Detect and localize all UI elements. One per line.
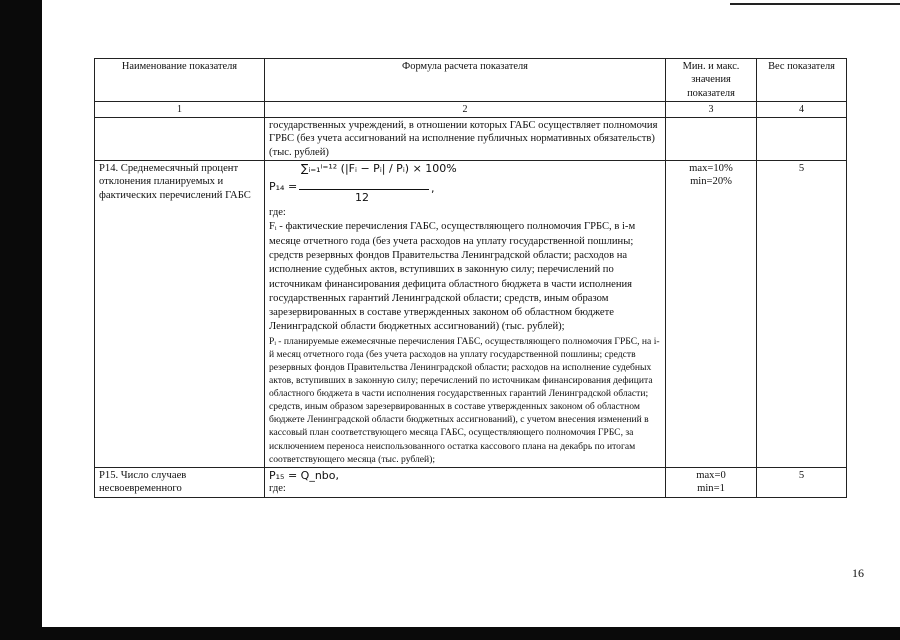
weight-p14: 5 <box>757 161 847 468</box>
formula-numerator: ∑ᵢ₌₁ⁱ⁼¹² (|Fᵢ − Pᵢ| / Pᵢ) × 100% <box>301 162 457 176</box>
minmax-cell-p15 <box>666 467 757 498</box>
where-label: где: <box>269 482 286 494</box>
formula-p14 <box>269 162 661 206</box>
empty-cell <box>666 118 757 161</box>
empty-cell <box>95 118 265 161</box>
scan-edge-bottom <box>0 627 900 640</box>
formula-lhs: P₁₄ = <box>269 180 298 194</box>
indicator-name-p15: Р15. Число случаев несвоевременного <box>95 467 265 498</box>
page-number: 16 <box>852 566 864 580</box>
max-value: max=10% <box>689 163 733 175</box>
formula-p15: P₁₅ = Q_nbo, <box>269 468 340 482</box>
header-formula: Формула расчета показателя <box>265 59 666 102</box>
scan-edge-top-line <box>730 3 900 5</box>
header-minmax: Мин. и макс. значения показателя <box>666 59 757 102</box>
formula-tail: , <box>431 182 435 196</box>
indicator-table <box>94 58 847 498</box>
col-number: 3 <box>666 101 757 117</box>
continuation-text: государственных учреждений, в отношении которых ГАБС осуществляет полномочия ГРБС (без учета ассигнований на исполнение публичных нормативных обязательств) (тыс. рублей) <box>265 118 666 161</box>
empty-cell <box>757 118 847 161</box>
col-number: 1 <box>95 101 265 117</box>
minmax-cell-p14 <box>666 161 757 468</box>
fraction-bar <box>299 189 429 190</box>
scan-edge-left <box>0 0 42 640</box>
f-definition: Fᵢ - фактические перечисления ГАБС, осуществляющего полномочия ГРБС, в i-м месяце отчетного года (без учета расходов на уплату государственной пошлины; средств резервных фондов Правительства Ленинградской области; расходов на исполнение судебных актов, вступивших в законную силу; перечислений по источникам финансирования дефицита областного бюджета в части исполнения государственных гарантий Ленинградской области; средств, иным образом зарезервированных в составе утвержденных законом об областном бюджете Ленинградской области бюджетных ассигнований) (тыс. рублей); <box>269 221 636 333</box>
formula-denominator: 12 <box>355 191 369 205</box>
col-number: 2 <box>265 101 666 117</box>
formula-cell-p15 <box>265 467 666 498</box>
header-row <box>95 59 847 102</box>
p-definition: Pᵢ - планируемые ежемесячные перечисления ГАБС, осуществляющего полномочия ГРБС, на i-й месяц отчетного года (без учета расходов на уплату государственной пошлины; средств резервных фондов Правительства Ленинградской области; расходов на исполнение судебных актов, вступивших в законную силу; перечислений по источникам финансирования дефицита областного бюджета в части исполнения государственных гарантий Ленинградской области; средств, иным образом зарезервированных в составе утвержденных законом об областном бюджете Ленинградской области бюджетных ассигнований), с учетом внесения изменений в кассовый план соответствующего месяца ГАБС, осуществляющего полномочия ГРБС, за исключением переноса неиспользованного остатка кассового плана на декабрь по итогам соответствующего месяца (тыс. рублей); <box>269 335 660 465</box>
indicator-name-p14: Р14. Среднемесячный процент отклонения планируемых и фактических перечислений ГАБС <box>95 161 265 468</box>
min-value: min=1 <box>697 482 725 494</box>
header-name: Наименование показателя <box>95 59 265 102</box>
col-number: 4 <box>757 101 847 117</box>
where-label: где: <box>269 207 286 219</box>
formula-cell-p14 <box>265 161 666 468</box>
max-value: max=0 <box>696 469 726 481</box>
table-row-continuation <box>95 118 847 161</box>
column-number-row <box>95 101 847 117</box>
table-row-p15 <box>95 467 847 498</box>
weight-p15: 5 <box>757 467 847 498</box>
table-row-p14 <box>95 161 847 468</box>
header-weight: Вес показателя <box>757 59 847 102</box>
min-value: min=20% <box>690 176 732 188</box>
